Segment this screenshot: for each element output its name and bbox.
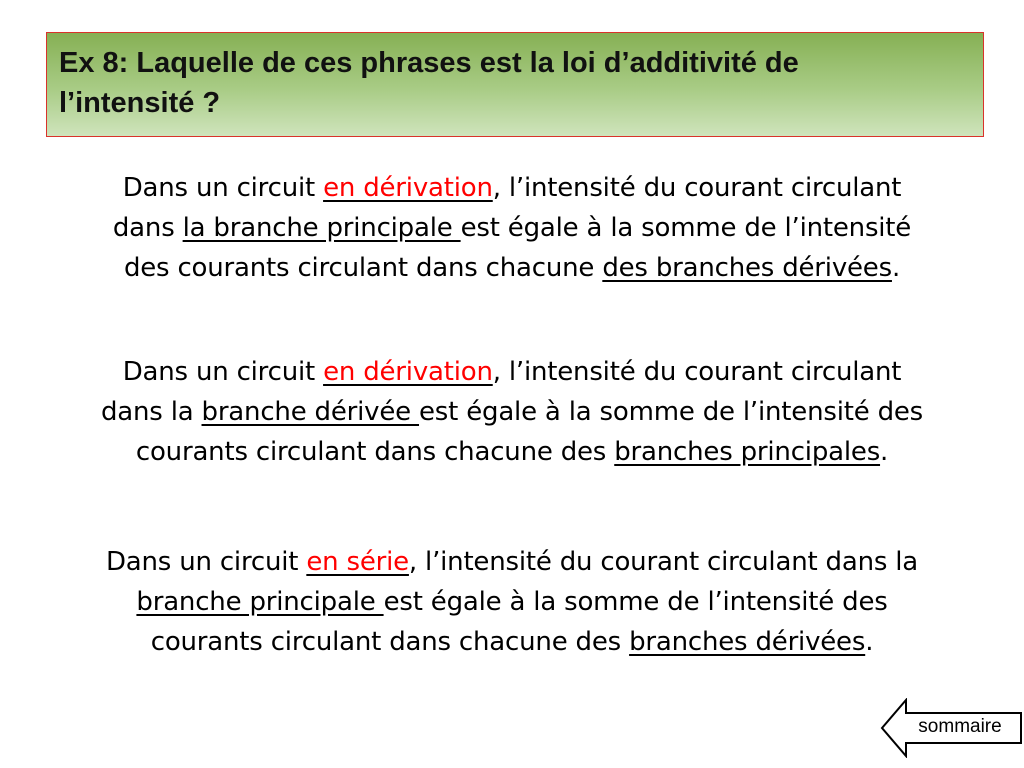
text-segment: dans la <box>100 397 202 427</box>
text-segment: . <box>880 437 889 467</box>
text-segment: , l’intensité du courant circulant <box>492 357 902 387</box>
keyword-branch: la branche principale <box>182 213 461 243</box>
text-segment: dans <box>112 213 183 243</box>
text-segment: , l’intensité du courant circulant <box>492 173 902 203</box>
text-segment: . <box>865 627 874 657</box>
keyword-branch: branche dérivée <box>201 397 420 427</box>
keyword-circuit-type: en dérivation <box>323 173 493 203</box>
keyword-branches: des branches dérivées <box>602 253 892 283</box>
title-box <box>46 32 984 137</box>
sommaire-button[interactable] <box>880 698 1024 758</box>
keyword-branches: branches principales <box>614 437 881 467</box>
title-line-1: Ex 8: Laquelle de ces phrases est la loi d’additivité de <box>59 47 799 79</box>
answer-option-1[interactable] <box>10 168 1014 288</box>
text-segment: Dans un circuit <box>122 357 324 387</box>
text-segment: courants circulant dans chacune des <box>135 437 615 467</box>
text-segment: . <box>891 253 901 283</box>
text-segment: est égale à la somme de l’intensité des <box>383 587 888 617</box>
keyword-branches: branches dérivées <box>629 627 866 657</box>
text-segment: , l’intensité du courant circulant dans la <box>408 547 919 577</box>
text-segment: Dans un circuit <box>122 173 324 203</box>
text-segment: Dans un circuit <box>105 547 307 577</box>
text-segment: est égale à la somme de l’intensité <box>460 213 912 243</box>
keyword-branch: branche principale <box>136 587 384 617</box>
text-segment: est égale à la somme de l’intensité des <box>419 397 924 427</box>
title-line-2: l’intensité ? <box>59 87 221 119</box>
keyword-circuit-type: en dérivation <box>323 357 493 387</box>
keyword-circuit-type: en série <box>306 547 409 577</box>
answer-option-2[interactable] <box>10 352 1014 472</box>
answer-option-3[interactable] <box>10 542 1014 662</box>
sommaire-label: sommaire <box>918 716 1002 737</box>
text-segment: des courants circulant dans chacune <box>123 253 603 283</box>
text-segment: courants circulant dans chacune des <box>150 627 630 657</box>
page-title <box>59 43 967 123</box>
